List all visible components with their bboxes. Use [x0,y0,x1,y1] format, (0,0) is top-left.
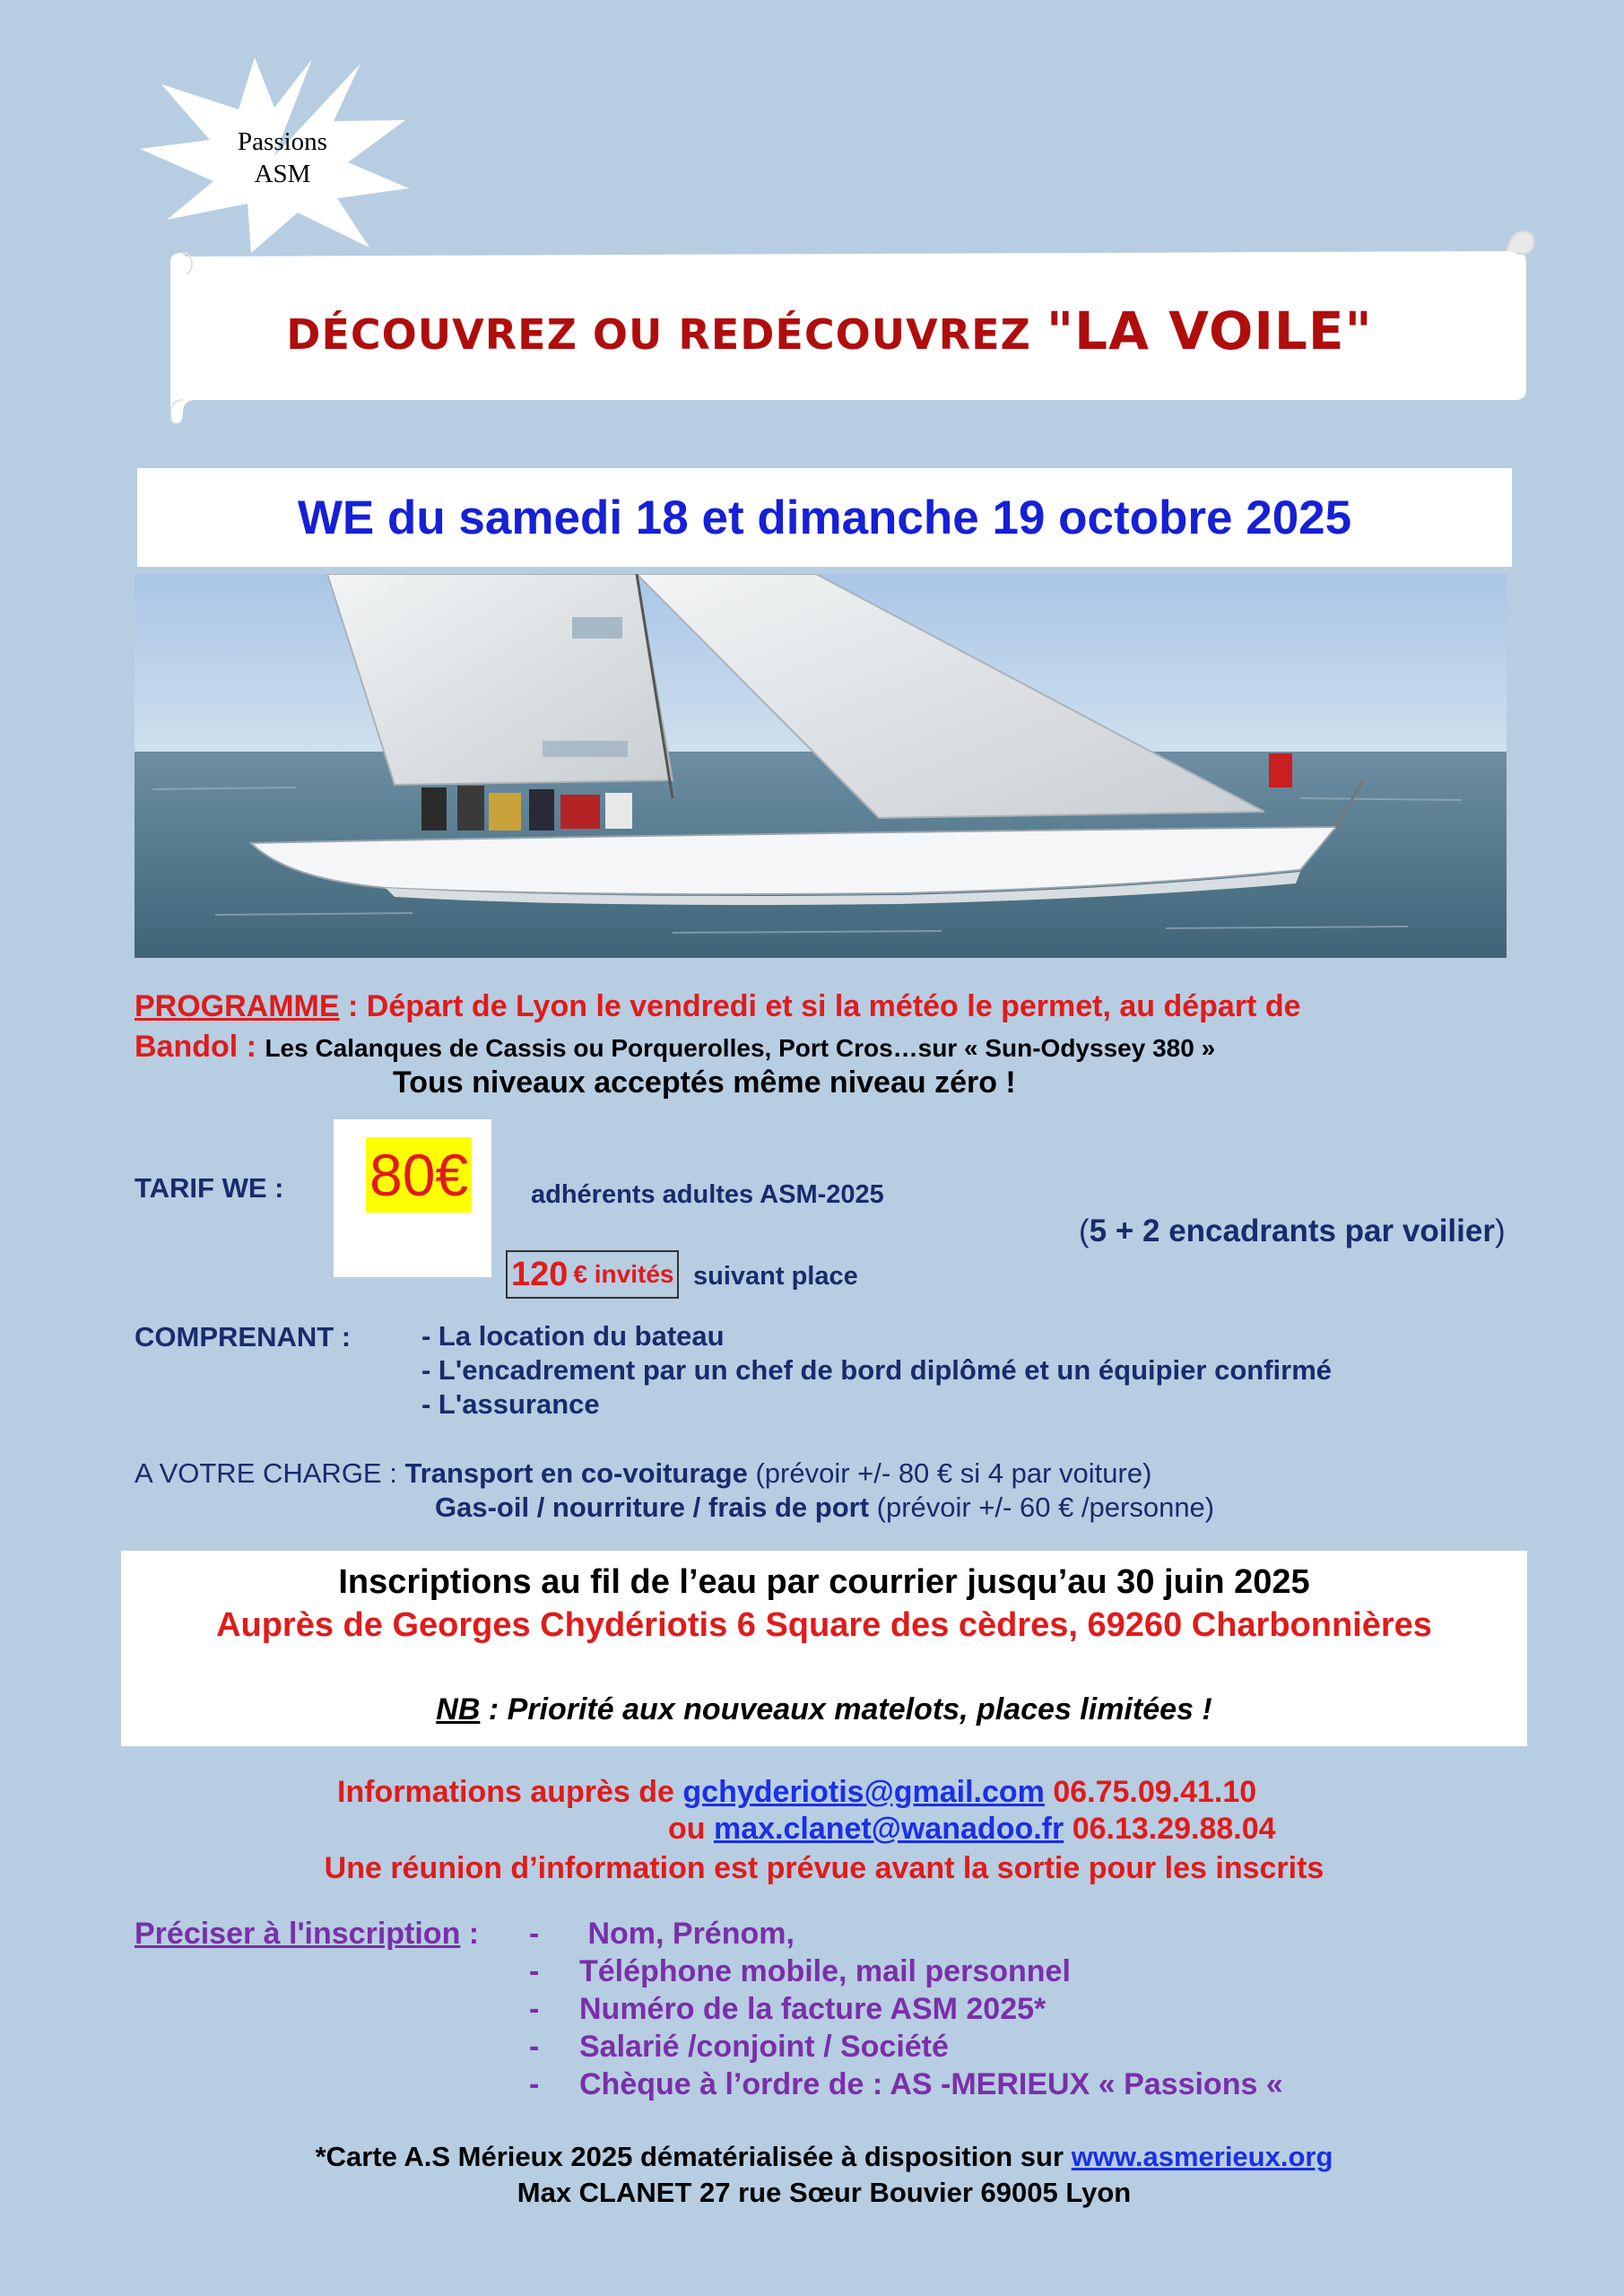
charge-transport-note: (prévoir +/- 80 € si 4 par voiture) [747,1457,1152,1489]
list-dash: - [529,1917,540,1951]
nb-label: NB [436,1692,481,1726]
banner-title-la-voile: "LA VOILE" [1046,300,1373,361]
encadrants-open: ( [1079,1213,1090,1248]
info-line-1 [337,1775,1256,1810]
programme-sep: : [339,989,367,1023]
programme-levels: Tous niveaux acceptés même niveau zéro ! [393,1065,1016,1100]
footer-line-1 [121,2141,1527,2173]
banner-title-part-1: DÉCOUVREZ OU REDÉCOUVREZ [286,310,1046,359]
phone-2: 06.13.29.88.04 [1064,1812,1276,1846]
list-item: - La location du bateau [421,1320,725,1352]
info-reunion: Une réunion d’information est prévue avant la sortie pour les inscrits [324,1851,1324,1885]
footer-address: Max CLANET 27 rue Sœur Bouvier 69005 Lyon [517,2177,1132,2208]
info-prefix: Informations auprès de [337,1775,683,1809]
phone-1: 06.75.09.41.10 [1044,1775,1257,1809]
preciser-sep: : [460,1917,480,1951]
banner-title [175,300,1484,361]
guest-price-box [506,1250,679,1299]
website-link[interactable]: www.asmerieux.org [1071,2141,1333,2172]
comprenant-list [421,1319,1332,1422]
badge-line-2: ASM [254,160,311,188]
list-item: - L'encadrement par un chef de bord diplômé et un équipier confirmé [421,1354,1333,1386]
tarif-label: TARIF WE : [135,1172,284,1204]
guest-price-unit: € invités [573,1260,674,1288]
member-price: 80€ [366,1137,472,1213]
guest-price-suffix: suivant place [693,1262,858,1291]
list-item-text: Chèque à l’ordre de : AS -MERIEUX « Passions « [579,2067,1283,2101]
inscription-nb [121,1692,1527,1727]
list-dash: - [529,2030,540,2064]
preciser-list [529,1915,1283,2103]
list-item [529,1915,1283,1952]
email-link-clanet[interactable]: max.clanet@wanadoo.fr [713,1812,1064,1846]
encadrants-text: 5 + 2 encadrants par voilier [1089,1213,1495,1248]
inscription-deadline: Inscriptions au fil de l’eau par courrier jusqu’au 30 juin 2025 [338,1563,1310,1601]
charge-label: A VOTRE CHARGE [135,1457,382,1489]
email-link-gchyderiotis[interactable]: gchyderiotis@gmail.com [682,1775,1045,1809]
badge-label [179,126,386,190]
list-item [529,1952,1283,1990]
list-item-text: Salarié /conjoint / Société [579,2030,949,2064]
inscription-address: Auprès de Georges Chydériotis 6 Square des cèdres, 69260 Charbonnières [216,1606,1432,1644]
list-dash: - [529,2067,540,2101]
footer-card-note: *Carte A.S Mérieux 2025 dématérialisée à disposition sur [315,2141,1072,2172]
list-item-text: Téléphone mobile, mail personnel [579,1954,1071,1988]
sailboat-photo [135,574,1507,958]
date-box [137,468,1512,567]
event-date: WE du samedi 18 et dimanche 19 octobre 2025 [297,491,1352,544]
badge-line-1: Passions [238,127,327,156]
list-dash: - [529,1954,540,1988]
list-item [529,1990,1283,2028]
info-line-2 [668,1812,1276,1847]
charge-fuel-food: Gas-oil / nourriture / frais de port [435,1492,870,1523]
nb-text: : Priorité aux nouveaux matelots, places limitées ! [480,1692,1212,1726]
encadrants-note [1079,1213,1506,1249]
list-item [529,2066,1283,2103]
charge-line-1 [135,1457,1151,1490]
list-item [529,2028,1283,2066]
list-item: - L'assurance [421,1388,600,1420]
programme-line-2 [135,1030,1215,1065]
charge-line-2 [435,1492,1214,1524]
member-price-label: adhérents adultes ASM-2025 [531,1180,884,1209]
charge-fuel-food-note: (prévoir +/- 60 € /personne) [869,1492,1215,1523]
info-or: ou [668,1812,714,1846]
programme-label: PROGRAMME [135,989,340,1023]
preciser-label [135,1917,479,1952]
comprenant-label: COMPRENANT : [135,1321,352,1352]
encadrants-close: ) [1494,1213,1506,1248]
charge-transport: Transport en co-voiturage [404,1457,748,1489]
list-dash: - [529,1992,540,2026]
programme-line-1 [135,989,1301,1024]
preciser-label-text: Préciser à l'inscription [135,1917,461,1951]
list-item-text: Numéro de la facture ASM 2025* [579,1992,1046,2026]
list-item-text: Nom, Prénom, [579,1917,795,1951]
programme-text-1: Départ de Lyon le vendredi et si la météo le permet, au départ de [366,989,1301,1023]
programme-place: Bandol : [135,1030,265,1064]
charge-sep: : [381,1457,405,1489]
guest-price: 120 [511,1255,569,1293]
programme-text-2: Les Calanques de Cassis ou Porquerolles, Port Cros…sur « Sun-Odyssey 380 » [265,1034,1216,1062]
